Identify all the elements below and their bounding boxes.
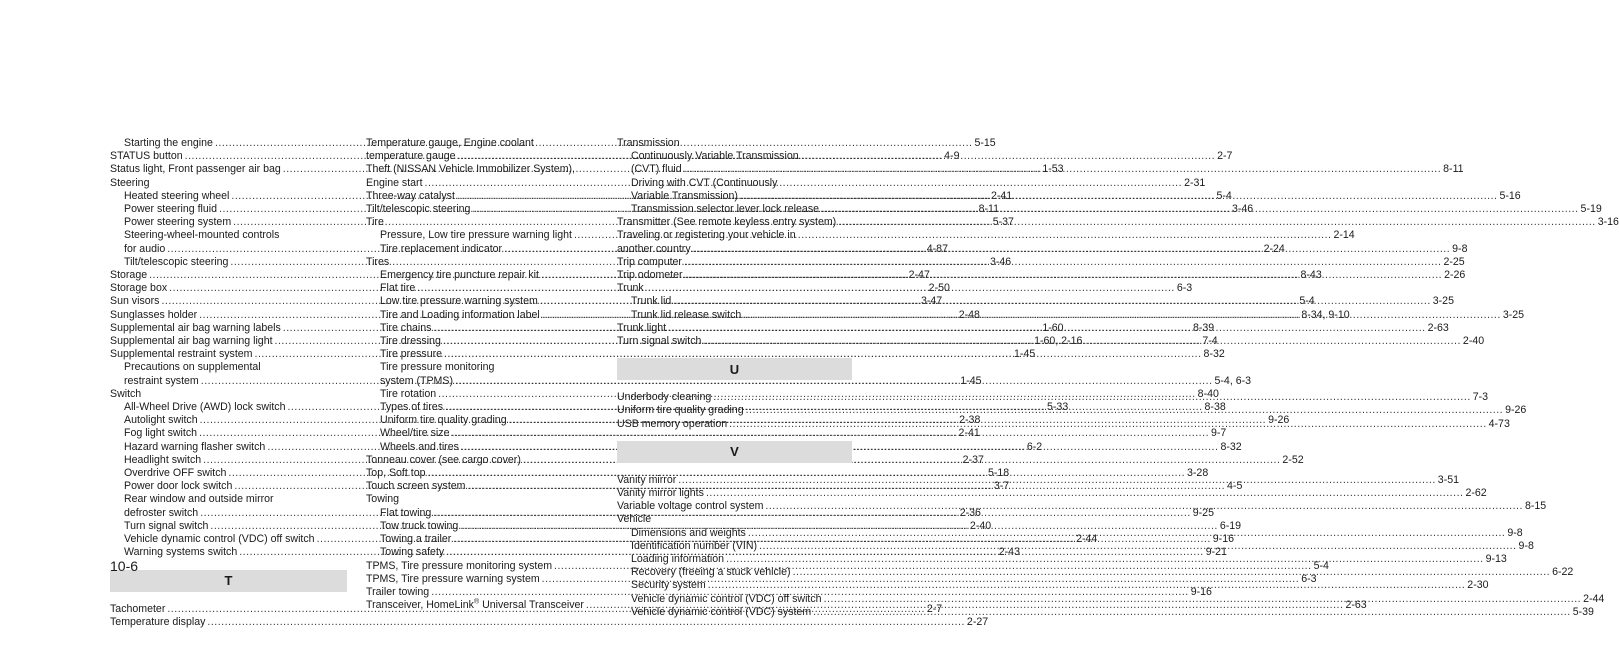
dot-leader: [748, 527, 1506, 540]
index-entry-text: Overdrive OFF switch: [124, 467, 227, 480]
index-entry: [366, 256, 600, 269]
index-entry-page: 6-19: [1219, 519, 1242, 532]
index-entry: [366, 361, 600, 374]
index-entry-text: Flat tire: [380, 282, 416, 295]
dot-leader: [813, 606, 1571, 619]
index-entry-page: 2-41: [958, 427, 980, 440]
index-entry-page: 1-45: [960, 374, 982, 387]
index-entry-page: 2-48: [958, 308, 980, 321]
index-entry-text: Trunk: [617, 282, 644, 295]
index-entry-page: 3-25: [1502, 308, 1525, 321]
index-entry: [110, 229, 347, 242]
index-entry-text: Engine start: [366, 176, 423, 189]
index-entry-text: Tire dressing: [380, 335, 441, 348]
index-entry-page: 2-36: [959, 506, 981, 519]
index-entry-page: 5-37: [992, 216, 1014, 229]
index-entry-page: 3-46: [989, 255, 1012, 268]
index-entry-text: Top, Soft top: [366, 467, 426, 480]
index-entry: [110, 493, 347, 506]
index-entry-text: Tilt/telescopic steering: [366, 203, 471, 216]
index-entry-text: another country: [617, 242, 691, 255]
index-entry-text: USB memory operation: [617, 417, 728, 430]
index-entry-page: 1-60: [1042, 321, 1064, 334]
index-entry-text: Storage: [110, 269, 148, 282]
dot-leader: [729, 418, 1487, 431]
index-entry-page: 8-43: [1300, 269, 1322, 282]
index-entry-page: 6-22: [1552, 566, 1574, 579]
index-entry-text: Precautions on supplemental: [124, 361, 261, 374]
index-entry-page: 8-34, 9-10: [1301, 308, 1350, 321]
index-entry-page: 9-8: [1452, 242, 1468, 255]
dot-leader: [726, 553, 1484, 566]
index-entry-text: Tire replacement indicator: [380, 242, 503, 255]
index-entry-page: 8-40: [1197, 387, 1219, 400]
index-entry-text: Low tire pressure warning system: [380, 295, 538, 308]
index-entry-page: 9-26: [1268, 414, 1290, 427]
index-entry-text: Sun visors: [110, 295, 160, 308]
index-entry: [110, 388, 347, 401]
dot-leader: [759, 540, 1517, 553]
index-entry-text: Wheels and tires: [380, 440, 459, 453]
index-entry-page: 2-14: [1333, 229, 1355, 242]
index-entry-page: 2-38: [959, 414, 981, 427]
index-entry-text: Power steering system: [124, 216, 232, 229]
index-entry-text: Vanity mirror lights: [617, 487, 704, 500]
index-entry-text: Vehicle: [617, 513, 652, 526]
index-entry-text: Touch screen system: [366, 480, 466, 493]
index-entry-page: 2-50: [928, 282, 950, 295]
index-entry-text: Trunk lid: [631, 295, 672, 308]
index-entry-text: Flat towing: [380, 506, 432, 519]
index-entry-page: 3-28: [1187, 467, 1209, 480]
index-entry-text: Rear window and outside mirror: [124, 493, 274, 506]
index-entry-page: 8-15: [1524, 500, 1547, 513]
index-entry-text: Pressure, Low tire pressure warning light: [380, 229, 572, 242]
index-entry-text: Storage box: [110, 282, 168, 295]
index-entry-page: 2-44: [1076, 533, 1098, 546]
index-entry-page: 1-45: [1014, 348, 1036, 361]
dot-leader: [821, 203, 1579, 216]
dot-leader: [673, 295, 1431, 308]
index-entry-page: 9-16: [1190, 585, 1212, 598]
index-entry-page: 6-3: [1301, 572, 1317, 585]
index-entry-text: Traveling or registering your vehicle in: [617, 229, 796, 242]
dot-leader: [668, 322, 1426, 335]
index-entry-page: 8-38: [1204, 401, 1226, 414]
index-entry-text-part: Transceiver, HomeLink: [366, 599, 474, 612]
index-entry-page: 9-16: [1212, 533, 1234, 546]
index-entry-text: Supplemental air bag warning labels: [110, 321, 281, 334]
index-entry-text: Transmission selector lever lock release: [631, 203, 820, 216]
index-entry-text: Supplemental air bag warning light: [110, 335, 273, 348]
index-entry-page: 3-16: [1597, 216, 1619, 229]
index-entry-text: Uniform tire quality grading: [380, 414, 507, 427]
index-entry-page: 5-33: [1047, 401, 1069, 414]
dot-leader: [740, 190, 1498, 203]
index-entry-page: 2-7: [926, 602, 943, 615]
index-entry-text: Emergency tire puncture repair kit: [380, 269, 539, 282]
index-entry-page: 1-53: [1042, 163, 1064, 176]
index-entry-text: Trip odometer: [617, 269, 683, 282]
index-entry-page: 9-13: [1485, 553, 1507, 566]
index-entry-text: Theft (NISSAN Vehicle Immobilizer System),: [366, 163, 575, 176]
index-entry-page: 2-7: [1217, 150, 1233, 163]
index-entry-text: Starting the engine: [124, 137, 213, 149]
index-entry-page: 3-46: [1231, 203, 1254, 216]
index-entry-page: 2-63: [1427, 321, 1449, 334]
index-entry-page: 6-2: [1026, 440, 1043, 453]
index-entry-text: Tachometer: [110, 602, 166, 615]
index-entry-page: 9-7: [1211, 427, 1227, 440]
index-entry-text: for audio: [124, 242, 166, 255]
index-entry-page: 5-4: [1216, 189, 1232, 202]
dot-leader: [838, 216, 1596, 229]
index-entry-page: 3-51: [1437, 473, 1459, 486]
index-entry-text: Status light, Front passenger air bag: [110, 163, 281, 176]
dot-leader: [824, 593, 1582, 606]
index-entry-text: Trip computer: [617, 255, 682, 268]
index-entry: [366, 216, 600, 229]
index-entry-page: 2-41: [990, 189, 1013, 202]
index-entry-text: Switch: [110, 387, 142, 400]
index-entry-text-part: Universal Transceiver: [479, 599, 584, 612]
index-entry-text: TPMS, Tire pressure monitoring system: [366, 559, 553, 572]
index-entry-text: Transmission: [617, 137, 680, 149]
index-entry-text: Autolight switch: [124, 414, 198, 427]
index-entry-page: 7-4: [1202, 335, 1218, 348]
index-entry: [617, 137, 852, 150]
index-entry-text: system (TPMS): [380, 374, 453, 387]
index-entry-text: Tire rotation: [380, 387, 437, 400]
index-entry-text: Steering: [110, 176, 150, 189]
index-entry-text: Heated steering wheel: [124, 189, 230, 202]
index-entry-page: 5-4: [1299, 295, 1315, 308]
dot-leader: [703, 335, 1461, 348]
index-entry-text: Headlight switch: [124, 453, 202, 466]
dot-leader: [693, 243, 1451, 256]
index-entry-page: 2-37: [962, 453, 984, 466]
index-entry-page: 2-62: [1465, 487, 1487, 500]
dot-leader: [793, 566, 1551, 579]
index-entry-page: 5-39: [1572, 605, 1594, 618]
index-entry-page: 8-39: [1192, 321, 1215, 334]
index-entry-text: Steering-wheel-mounted controls: [124, 229, 280, 242]
index-entry-text: Vehicle dynamic control (VDC) off switch: [124, 533, 315, 546]
dot-leader: [746, 404, 1504, 417]
index-entry-text: Recovery (freeing a stuck vehicle): [631, 566, 791, 579]
index-entry-text: Towing safety: [380, 546, 445, 559]
index-entry-page: 4-87: [926, 242, 948, 255]
dot-leader: [706, 487, 1464, 500]
index-entry-text: Wheel/tire size: [380, 427, 450, 440]
dot-leader: [678, 474, 1436, 487]
index-entry-page: 2-47: [908, 269, 930, 282]
index-entry-text: Power door lock switch: [124, 480, 233, 493]
index-entry: [617, 282, 852, 295]
index-entry-page: 8-11: [1443, 163, 1464, 176]
index-entry-text: Loading information: [631, 553, 725, 566]
index-entry-text: (CVT) fluid: [631, 163, 682, 176]
section-letter-header: U: [617, 358, 852, 380]
index-entry-page: 8-32: [1220, 440, 1242, 453]
dot-leader: [743, 309, 1501, 322]
index-entry: [617, 177, 852, 190]
index-entry-page: 2-31: [1184, 176, 1206, 189]
index-entry-page: 1-60, 2-16: [1034, 335, 1083, 348]
index-entry-text: Dimensions and weights: [631, 526, 746, 539]
index-entry-text: Continuously Variable Transmission: [631, 150, 799, 163]
index-entry-page: 4-73: [1488, 417, 1510, 430]
index-entry-page: 7-3: [1472, 391, 1489, 404]
index-entry-text: Warning systems switch: [124, 546, 238, 559]
section-letter-header: T: [110, 570, 347, 592]
index-entry-text: STATUS button: [110, 150, 183, 163]
page-number: 10-6: [110, 558, 139, 574]
index-entry-page: 3-25: [1432, 295, 1454, 308]
index-entry-page: 2-30: [1467, 579, 1489, 592]
index-entry-page: 5-18: [987, 467, 1010, 480]
index-entry-text: Tilt/telescopic steering: [124, 255, 229, 268]
index-entry-page: 4-5: [1227, 480, 1243, 493]
index-entry-page: 2-44: [1583, 592, 1605, 605]
section-letter-header: V: [617, 441, 852, 463]
index-entry-text: Tonneau cover (see cargo cover): [366, 453, 521, 466]
dot-leader: [684, 163, 1442, 176]
dot-leader: [765, 500, 1523, 513]
index-entry-text: Tires: [366, 255, 390, 268]
index-entry-text: Driving with CVT (Continuously: [631, 176, 778, 189]
index-entry-text: temperature gauge: [366, 150, 456, 163]
index-entry-page: 8-32: [1203, 348, 1225, 361]
index-entry-text: Tire pressure monitoring: [380, 361, 495, 374]
index-entry-text: Temperature display: [110, 615, 206, 628]
index-entry-text: Tire: [366, 216, 384, 229]
index-entry-page: 2-26: [1444, 269, 1466, 282]
index-entry-text: Vehicle dynamic control (VDC) system: [631, 605, 812, 618]
index-entry: [366, 493, 600, 506]
index-entry-text: Hazard warning flasher switch: [124, 440, 266, 453]
index-entry-page: 9-8: [1518, 539, 1534, 552]
index-entry-text: Trailer towing: [366, 585, 430, 598]
index-entry-text: Tire and Loading information label: [380, 308, 540, 321]
index-entry: [366, 163, 600, 176]
index-entry-page: 2-52: [1282, 453, 1304, 466]
index-entry-page: 2-27: [966, 615, 989, 628]
index-entry-text: Temperature gauge, Engine coolant: [366, 137, 534, 149]
index-entry-page: 2-40: [969, 519, 992, 532]
index-entry-text: All-Wheel Drive (AWD) lock switch: [124, 401, 286, 414]
index-entry-text: Trunk light: [617, 321, 667, 334]
index-entry-text: Power steering fluid: [124, 203, 218, 216]
index-entry-page: 3-7: [993, 480, 1010, 493]
index-entry-page: 2-25: [1443, 255, 1465, 268]
dot-leader: [713, 391, 1471, 404]
index-entry-text: Trunk lid release switch: [631, 308, 742, 321]
index-entry-text: Vehicle dynamic control (VDC) off switch: [631, 592, 822, 605]
index-entry-page: 2-43: [998, 546, 1020, 559]
index-entry: [110, 361, 347, 374]
index-entry-text: Supplemental restraint system: [110, 348, 253, 361]
index-entry-text: TPMS, Tire pressure warning system: [366, 572, 540, 585]
index-entry-text: Tire chains: [380, 321, 432, 334]
index-entry-text: Vanity mirror: [617, 473, 677, 486]
index-entry-page: 2-63: [1345, 599, 1367, 612]
index-entry-text: Underbody cleaning: [617, 391, 712, 404]
index-entry-page: 9-26: [1505, 404, 1527, 417]
index-entry-page: 2-24: [1263, 242, 1285, 255]
index-entry-text: Identification number (VIN): [631, 539, 758, 552]
index-entry: [617, 513, 852, 526]
index-entry-page: 5-19: [1580, 203, 1602, 216]
index-entry-text: Transmitter (See remote keyless entry system): [617, 216, 837, 229]
index-entry-page: 5-15: [974, 137, 996, 149]
index-entry-page: 5-16: [1499, 189, 1521, 202]
index-entry-text: Turn signal switch: [617, 335, 702, 348]
registered-mark: ®: [473, 598, 480, 606]
index-entry-page: 3-47: [921, 295, 943, 308]
index-entry: [110, 615, 989, 629]
index-entry: [110, 177, 347, 190]
index-entry-page: 4-9: [944, 150, 960, 163]
index-entry-page: 9-8: [1507, 526, 1523, 539]
index-entry-text: Fog light switch: [124, 427, 198, 440]
index-entry-page: 5-4: [1313, 559, 1329, 572]
index-entry-text: Tire pressure: [380, 348, 443, 361]
index-entry-text: Three-way catalyst: [366, 189, 455, 202]
index-entry-text: [366, 599, 584, 612]
index-entry-text: Security system: [631, 579, 706, 592]
index-entry: [617, 229, 852, 242]
index-entry-text: Towing: [366, 493, 399, 506]
dot-leader: [685, 269, 1443, 282]
index-entry-text: Types of tires: [380, 401, 443, 414]
index-entry: [617, 487, 1487, 500]
dot-leader: [684, 256, 1442, 269]
index-entry-page: 9-25: [1192, 506, 1214, 519]
index-entry-text: Sunglasses holder: [110, 308, 198, 321]
index-entry-text: Turn signal switch: [124, 519, 209, 532]
dot-leader: [708, 579, 1466, 592]
index-entry-text: Variable voltage control system: [617, 500, 764, 513]
index-entry-text: Uniform tire quality grading: [617, 404, 744, 417]
index-entry-page: 9-21: [1205, 546, 1227, 559]
index-entry: [366, 137, 600, 150]
index-entry-page: 6-3: [1176, 282, 1193, 295]
index-entry-text: restraint system: [124, 374, 199, 387]
index-entry-text: Towing a trailer: [380, 533, 452, 546]
index-entry-text: defroster switch: [124, 506, 199, 519]
index-entry: [617, 150, 852, 163]
index-entry-text: Variable Transmission): [631, 189, 738, 202]
index-entry-page: 2-40: [1462, 335, 1485, 348]
index-entry-page: 5-4, 6-3: [1214, 374, 1252, 387]
index-entry-text: Tow truck towing: [380, 519, 459, 532]
index-entry-page: 8-11: [978, 203, 999, 216]
